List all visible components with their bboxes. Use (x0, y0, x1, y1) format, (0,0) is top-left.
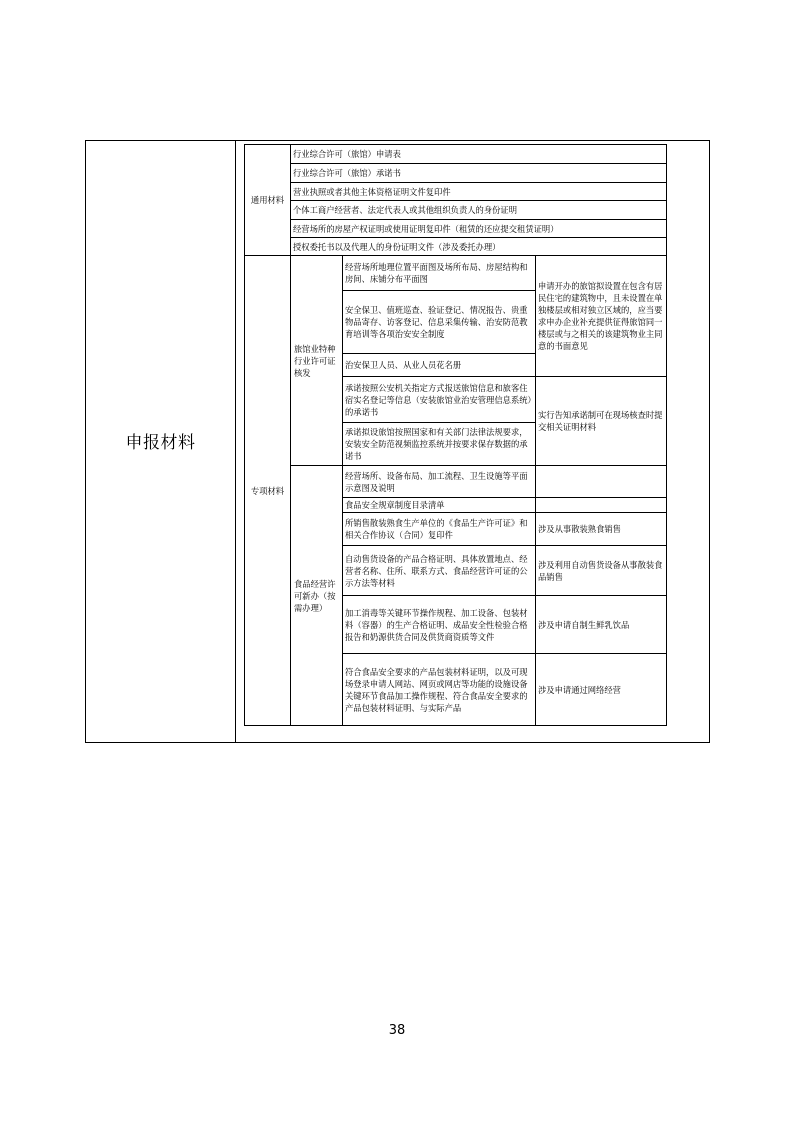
food-item: 经营场所、设备布局、加工流程、卫生设施等平面示意图及说明 (343, 466, 536, 498)
food-note (536, 498, 667, 513)
food-note: 涉及申请自制生鲜乳饮品 (536, 596, 667, 654)
general-item: 授权委托书以及代理人的身份证明文件（涉及委托办理） (291, 238, 667, 256)
food-license-label: 食品经营许可新办（按需办理） (291, 466, 343, 726)
hotel-item: 经营场所地理位置平面图及场所布局、房屋结构和房间、床铺分布平面图 (343, 256, 536, 291)
outer-table-divider (235, 140, 236, 743)
food-note (536, 466, 667, 498)
hotel-item: 承诺拟设旅馆按照国家和有关部门法律法规要求，安装安全防范视频监控系统并按要求保存数据的承诺书 (343, 423, 536, 466)
hotel-item: 安全保卫、值班巡查、验证登记、情况报告、贵重物品寄存、访客登记、信息采集传输、治安防范教育培训等各项治安安全制度 (343, 291, 536, 354)
food-item: 食品安全规章制度目录清单 (343, 498, 536, 513)
hotel-item: 承诺按照公安机关指定方式报送旅馆信息和旅客住宿实名登记等信息（安装旅馆业治安管理信息系统）的承诺书 (343, 377, 536, 423)
section-label: 申报材料 (125, 433, 196, 453)
general-item: 经营场所的房屋产权证明或使用证明复印件（租赁的还应提交租赁证明） (291, 220, 667, 238)
general-item: 行业综合许可（旅馆）申请表 (291, 145, 667, 164)
food-note: 涉及申请通过网络经营 (536, 654, 667, 726)
hotel-note: 申请开办的旅馆拟设置在包含有居民住宅的建筑物中，且未设置在单独楼层或相对独立区域的，应当要求申办企业补充提供征得旅馆同一楼层或与之相关的该建筑物业主同意的书面意见 (536, 256, 667, 377)
hotel-item: 治安保卫人员、从业人员花名册 (343, 354, 536, 377)
special-category-label: 专项材料 (245, 256, 291, 726)
hotel-note: 实行告知承诺制可在现场核查时提交相关证明材料 (536, 377, 667, 466)
hotel-license-label: 旅馆业特种行业许可证核发 (291, 256, 343, 466)
food-item: 自动售货设备的产品合格证明、具体放置地点、经营者名称、住所、联系方式、食品经营许可证的公示方法等材料 (343, 546, 536, 596)
food-item: 符合食品安全要求的产品包装材料证明，以及可现场登录申请人网站、网页或网店等功能的设施设备关键环节食品加工操作规程、符合食品安全要求的产品包装材料证明、与实际产品 (343, 654, 536, 726)
page-number: 38 (388, 1023, 406, 1038)
general-category-label: 通用材料 (245, 145, 291, 256)
food-item: 所销售散装熟食生产单位的《食品生产许可证》和相关合作协议（合同）复印件 (343, 513, 536, 546)
materials-table (244, 144, 667, 726)
food-note: 涉及从事散装熟食销售 (536, 513, 667, 546)
food-note: 涉及利用自动售货设备从事散装食品销售 (536, 546, 667, 596)
general-item: 行业综合许可（旅馆）承诺书 (291, 164, 667, 183)
food-item: 加工消毒等关键环节操作规程、加工设备、包装材料（容器）的生产合格证明、成品安全性检验合格报告和奶源供货合同及供货商资质等文件 (343, 596, 536, 654)
general-item: 营业执照或者其他主体资格证明文件复印件 (291, 183, 667, 201)
general-item: 个体工商户经营者、法定代表人或其他组织负责人的身份证明 (291, 201, 667, 220)
